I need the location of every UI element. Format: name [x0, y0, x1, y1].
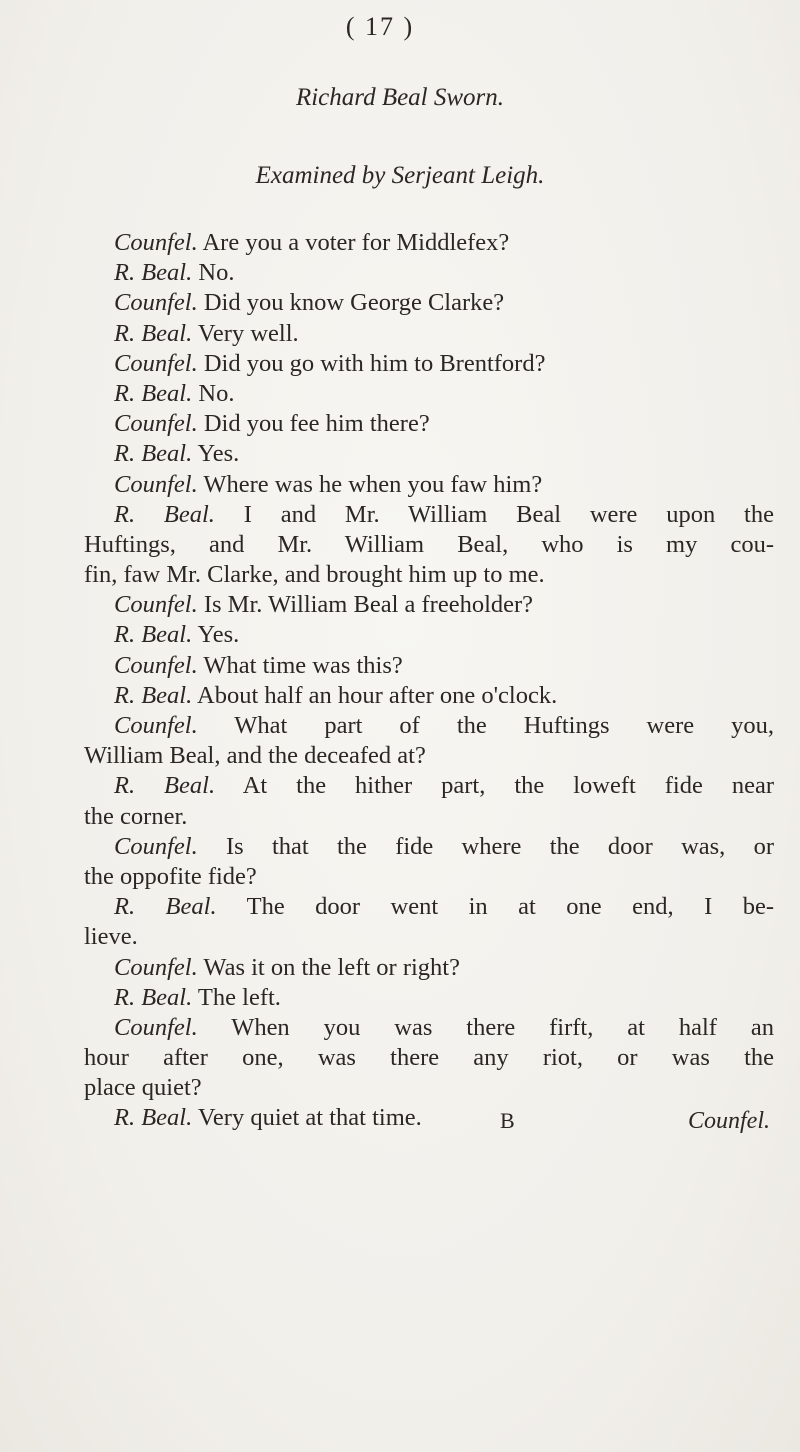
dialogue-line [84, 319, 774, 349]
speech-text: Did you go with him to Brentford? [197, 349, 546, 377]
dialogue-line [84, 590, 774, 620]
dialogue-continuation-line: fin, faw Mr. Clarke, and brought him up to me. [84, 561, 545, 589]
speech-text: Yes. [192, 440, 240, 468]
speech-text: Where was he when you faw him? [197, 470, 543, 498]
speech-text: Did you know George Clarke? [197, 289, 505, 317]
examined-by-heading: Examined by Serjeant Leigh. [255, 162, 545, 189]
dialogue-line [84, 439, 774, 469]
speech-text: What part of the Huftings were you, [197, 712, 774, 739]
speech-text: Yes. [192, 621, 240, 649]
speech-text: No. [192, 379, 235, 407]
dialogue-line [84, 892, 774, 922]
dialogue-line [84, 711, 774, 741]
speaker-label: R. Beal. [114, 379, 193, 407]
dialogue-line [84, 620, 774, 650]
speaker-label: Counfel. [114, 410, 198, 438]
speech-text: Is Mr. William Beal a freeholder? [197, 591, 534, 619]
dialogue-continuation-line: the corner. [84, 802, 188, 830]
dialogue-line [84, 258, 774, 288]
dialogue-line [84, 953, 774, 983]
speech-text: The left. [192, 983, 281, 1011]
speaker-label: R. Beal. [114, 259, 193, 287]
speech-text: When you was there firft, at half an [197, 1013, 774, 1041]
dialogue-line [84, 771, 774, 801]
dialogue-line [84, 470, 774, 500]
dialogue-line [84, 379, 774, 409]
speech-text: Very well. [192, 319, 299, 347]
signature-mark: B [500, 1108, 515, 1133]
speaker-label: Counfel. [114, 651, 198, 679]
speaker-label: R. Beal. [114, 319, 193, 347]
speech-text: About half an hour after one o'clock. [192, 681, 558, 709]
catchword: Counfel. [688, 1108, 770, 1134]
speech-text: At the hither part, the loweft fide near [215, 772, 774, 800]
dialogue-continuation-line: place quiet? [84, 1074, 202, 1102]
dialogue-continuation-line: hour after one, was there any riot, or was the [84, 1044, 774, 1072]
speaker-label: Counfel. [114, 349, 198, 377]
speech-text: No. [192, 259, 235, 287]
dialogue-line [84, 651, 774, 681]
speaker-label: R. Beal. [114, 983, 193, 1011]
testimony-body [84, 228, 774, 1134]
speaker-label: Counfel. [114, 470, 198, 498]
dialogue-line [84, 409, 774, 439]
speaker-label: R. Beal. [114, 681, 193, 709]
dialogue-line [84, 1103, 774, 1133]
dialogue-line [84, 288, 774, 318]
dialogue-line [84, 349, 774, 379]
dialogue-line [84, 500, 774, 530]
speaker-label: R. Beal. [114, 500, 215, 528]
speaker-label: R. Beal. [114, 440, 193, 468]
dialogue-line [84, 228, 774, 258]
speaker-label: Counfel. [114, 229, 198, 256]
speech-text: Did you fee him there? [197, 410, 430, 438]
dialogue-line [84, 681, 774, 711]
speaker-label: R. Beal. [114, 772, 216, 800]
speaker-label: Counfel. [114, 712, 198, 739]
speaker-label: Counfel. [114, 591, 198, 619]
speech-text: Is that the fide where the door was, or [197, 832, 774, 860]
speaker-label: Counfel. [114, 289, 198, 317]
speaker-label: Counfel. [114, 1013, 198, 1041]
speaker-label: R. Beal. [114, 621, 193, 649]
page-number: ( 17 ) [345, 12, 415, 41]
dialogue-continuation-line: Huftings, and Mr. William Beal, who is my cou- [84, 530, 774, 558]
dialogue-continuation-line: the oppofite fide? [84, 862, 257, 890]
speech-text: Very quiet at that time. [192, 1104, 422, 1132]
speaker-label: R. Beal. [114, 893, 217, 921]
dialogue-line [84, 832, 774, 862]
dialogue-continuation-line: lieve. [84, 923, 138, 951]
dialogue-line [84, 983, 774, 1013]
speech-text: I and Mr. William Beal were upon the [214, 500, 774, 528]
speech-text: What time was this? [197, 651, 403, 679]
speech-text: Are you a voter for Middlefex? [197, 229, 510, 256]
speaker-label: R. Beal. [114, 1104, 193, 1132]
dialogue-line [84, 1013, 774, 1043]
speaker-label: Counfel. [114, 953, 198, 981]
dialogue-continuation-line: William Beal, and the deceafed at? [84, 742, 426, 770]
speech-text: Was it on the left or right? [197, 953, 460, 981]
speaker-label: Counfel. [114, 832, 198, 860]
speech-text: The door went in at one end, I be- [216, 893, 774, 921]
witness-sworn-heading: Richard Beal Sworn. [295, 84, 505, 111]
